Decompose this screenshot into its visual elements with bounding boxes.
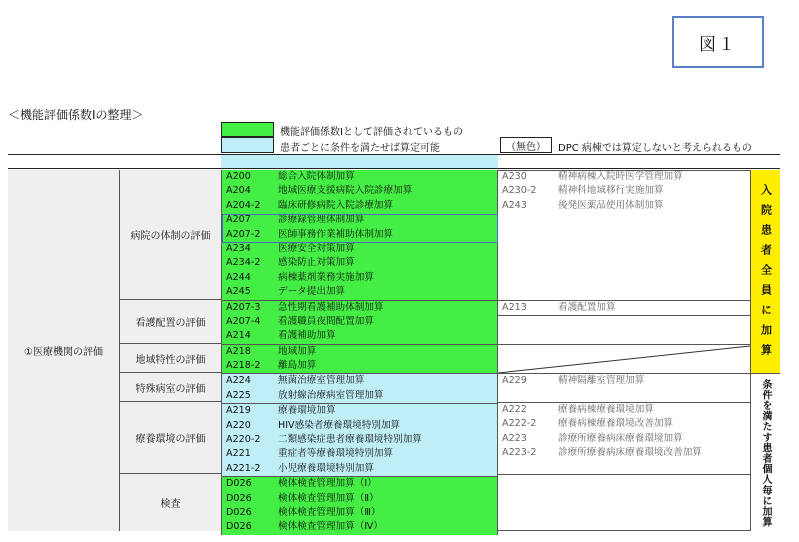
item-code: A219 (226, 405, 251, 417)
item-name: 療養環境加算 (278, 405, 336, 417)
table-row (222, 199, 497, 213)
category-label: 病院の体制の評価 (130, 231, 211, 242)
item-name: 離島加算 (278, 360, 317, 372)
item-code: A220-2 (226, 434, 261, 446)
level1-label (8, 170, 120, 531)
item-name: 診療録管理体制加算 (278, 214, 365, 226)
table-row (222, 242, 497, 256)
table-row (222, 447, 497, 461)
item-code: A243 (502, 199, 527, 211)
item-name: 検体検査管理加算（Ⅲ） (278, 506, 381, 518)
item-code: A222 (502, 404, 527, 415)
table-row (222, 315, 497, 329)
table-row (222, 476, 497, 491)
side-label-per-patient (750, 373, 780, 531)
item-name: 地域医療支援病院入院診療加算 (278, 185, 413, 197)
item-name: 看護配置加算 (558, 302, 616, 313)
legend-blue-swatch (221, 137, 274, 153)
table-row (222, 403, 497, 418)
divider (8, 154, 780, 155)
legend-blue-text: 患者ごとに条件を満たせば算定可能 (280, 143, 440, 154)
item-name: データ提出加算 (278, 286, 346, 298)
item-name: 重症者等療養環境特別加算 (278, 448, 394, 460)
item-code: A207-2 (226, 228, 261, 240)
table-row (222, 184, 497, 198)
item-code: A229 (502, 375, 527, 386)
item-name: 二類感染症患者療養環境特別加算 (278, 434, 422, 446)
category-label: 看護配置の評価 (135, 318, 206, 329)
table-row (222, 170, 497, 184)
item-code: A200 (226, 171, 251, 182)
category-special-room (120, 373, 221, 402)
right-group-regional (498, 344, 750, 373)
item-name: 感染防止対策加算 (278, 257, 355, 269)
item-code: A221-2 (226, 462, 261, 474)
item-name: 精神隔離室管理加算 (558, 375, 645, 386)
table-row (498, 199, 750, 213)
right-group-hospital (498, 170, 750, 300)
header-blue-strip (221, 154, 498, 168)
item-name: 療養病棟療養環境加算 (558, 404, 654, 415)
item-name: 診療所療養病床療養環境加算 (558, 432, 683, 444)
table-row (222, 389, 497, 403)
item-code: A218 (226, 345, 251, 357)
item-code: D026 (226, 521, 252, 533)
not-applicable-diagonal (498, 345, 750, 374)
category-test (120, 474, 221, 531)
item-name: 放射線治療病室管理加算 (278, 389, 384, 401)
table-row (222, 419, 497, 433)
category-regional (120, 344, 221, 373)
item-code: A220 (226, 419, 251, 431)
item-name: 医療安全対策加算 (278, 242, 355, 254)
item-code: A222-2 (502, 418, 537, 430)
item-code: A225 (226, 389, 251, 401)
item-name: 病棟薬剤業務実施加算 (278, 271, 374, 283)
right-group-care-environment (498, 402, 750, 474)
item-name: 療養病棟療養環境改善加算 (558, 418, 674, 430)
item-name: 急性期看護補助体制加算 (278, 301, 384, 313)
right-group-nursing (498, 300, 750, 344)
table-row (498, 301, 750, 316)
item-code: D026 (226, 478, 252, 490)
legend-nocolor-text: DPC 病棟では算定しないと考えられるもの (558, 143, 752, 154)
item-code: A234-2 (226, 257, 261, 269)
item-code: A245 (226, 286, 251, 298)
category-hospital-system (120, 170, 221, 300)
side-label-all-patients-text: 入院患者全員に加算 (759, 184, 773, 364)
item-name: 看護職員夜間配置加算 (278, 315, 374, 327)
table-row (498, 374, 750, 388)
table-row (222, 433, 497, 447)
table-row (498, 403, 750, 417)
item-name: 小児療養環境特別加算 (278, 462, 374, 474)
category-label: 地域特性の評価 (135, 354, 206, 366)
table-row (222, 506, 497, 520)
item-code: A230-2 (502, 185, 537, 197)
category-care-environment (120, 402, 221, 474)
item-code: D026 (226, 506, 252, 518)
right-group-special-room (498, 373, 750, 402)
item-code: A207-4 (226, 315, 261, 327)
item-name: 精神科地域移行実施加算 (558, 185, 664, 197)
category-label: 療養環境の評価 (135, 434, 206, 445)
item-name: 臨床研修病院入院診療加算 (278, 199, 394, 211)
legend-green-text: 機能評価係数Ⅰとして評価されているもの (280, 127, 463, 138)
category-label: 検査 (160, 499, 181, 510)
figure-label: 図１ (672, 16, 764, 68)
table-row (222, 300, 497, 315)
side-label-per-patient-text: 条件を満たす患者個人毎に加算 (760, 379, 771, 528)
table-row (222, 359, 497, 373)
item-name: 後発医薬品使用体制加算 (558, 199, 664, 211)
item-name: HIV感染者療養環境特別加算 (278, 419, 401, 431)
table-row (222, 373, 497, 388)
table-row (222, 492, 497, 506)
legend-green-swatch (221, 122, 274, 137)
item-code: A221 (226, 448, 251, 460)
item-name: 診療所療養病床療養環境改善加算 (558, 447, 702, 459)
table-row (222, 256, 497, 270)
item-code: A223 (502, 432, 527, 444)
item-name: 検体検査管理加算（Ⅰ） (278, 478, 377, 490)
item-code: A213 (502, 302, 527, 313)
table-row (498, 417, 750, 431)
item-code: A224 (226, 375, 251, 387)
category-label: 特殊病室の評価 (135, 383, 206, 395)
item-code: A244 (226, 271, 251, 283)
page-heading: ＜機能評価係数Ⅰの整理＞ (8, 108, 144, 122)
table-row (498, 170, 750, 184)
item-name: 看護補助加算 (278, 330, 336, 342)
item-code: A207 (226, 214, 251, 226)
item-code: A223-2 (502, 447, 537, 459)
item-name: 医師事務作業補助体制加算 (278, 228, 394, 240)
item-code: A230 (502, 171, 527, 182)
table-row (498, 446, 750, 460)
table-row (222, 329, 497, 343)
item-code: D026 (226, 492, 252, 504)
table-row (222, 520, 497, 534)
item-code: A207-3 (226, 301, 261, 313)
item-code: A214 (226, 330, 251, 342)
table-row (498, 432, 750, 446)
side-label-all-patients (750, 170, 780, 373)
table-row (222, 285, 497, 299)
item-name: 検体検査管理加算（Ⅳ） (278, 521, 383, 533)
right-group-test (498, 474, 750, 531)
item-code: A204 (226, 185, 251, 197)
level1-label-text: ①医療機関の評価 (24, 347, 103, 358)
highlight-box (222, 214, 498, 243)
table-row (222, 271, 497, 285)
item-code: A204-2 (226, 199, 261, 211)
table-row (222, 344, 497, 359)
divider (8, 168, 780, 169)
item-name: 精神病棟入院時医学管理加算 (558, 171, 683, 182)
category-nursing (120, 300, 221, 344)
item-name: 検体検査管理加算（Ⅱ） (278, 492, 379, 504)
item-code: A234 (226, 242, 251, 254)
table-row (222, 462, 497, 476)
item-name: 総合入院体制加算 (278, 171, 355, 182)
item-code: A218-2 (226, 360, 261, 372)
item-name: 無菌治療室管理加算 (278, 375, 365, 387)
table-row (498, 184, 750, 198)
legend-nocolor-label: （無色） (500, 137, 552, 153)
item-name: 地域加算 (278, 345, 317, 357)
